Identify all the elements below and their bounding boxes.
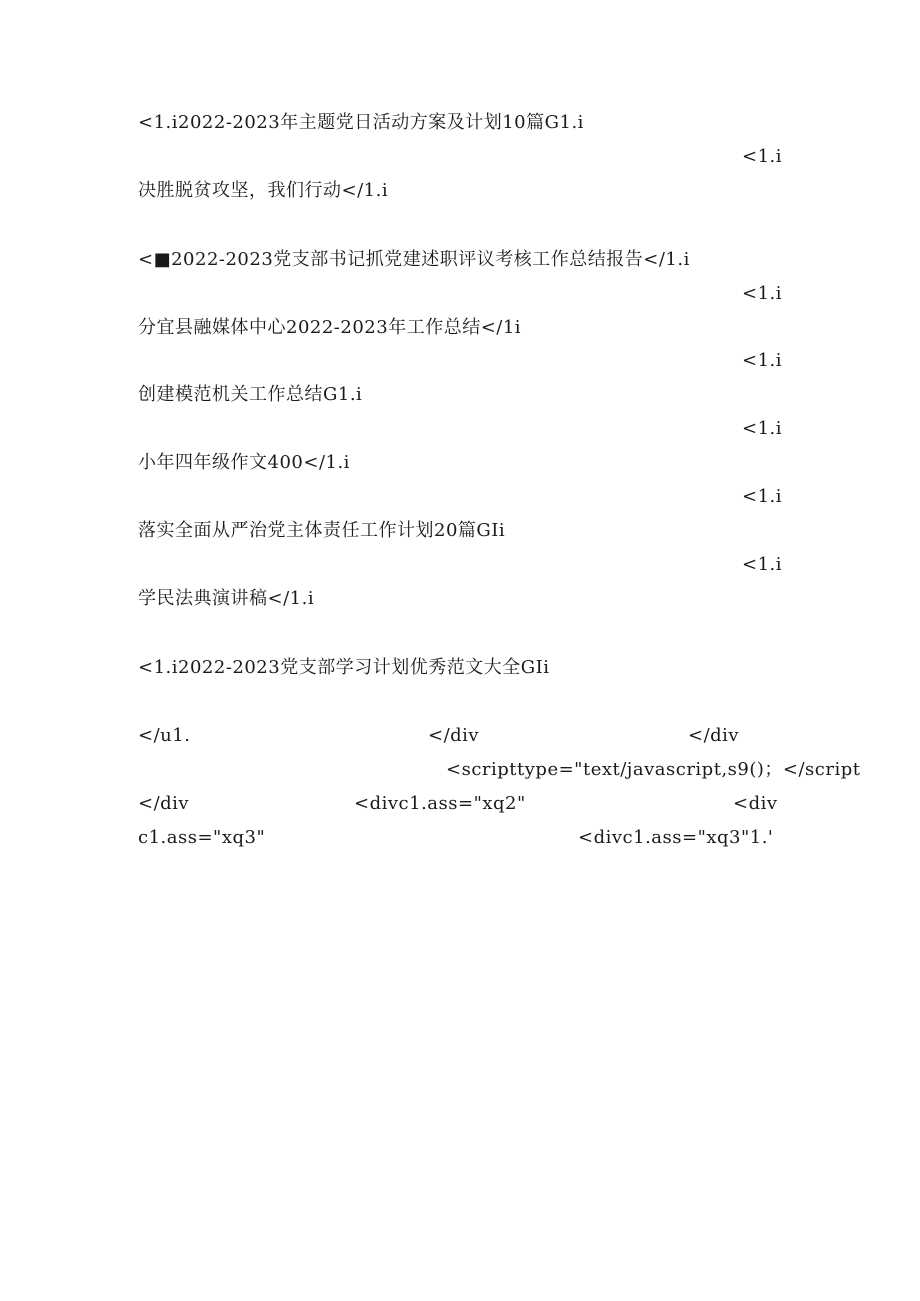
- text-line-6: 小年四年级作文400</1.i: [138, 452, 350, 473]
- code-fragment-script: <scripttype="text/javascript,s9()；</script: [446, 759, 861, 780]
- code-fragment-ul-close: </u1.: [138, 725, 191, 746]
- text-line-right-1: <1.i: [742, 146, 783, 167]
- text-line-4: 分宜县融媒体中心2022-2023年工作总结</1i: [138, 317, 522, 338]
- text-line-8: 学民法典演讲稿</1.i: [138, 588, 315, 609]
- text-line-right-4: <1.i: [742, 418, 783, 439]
- text-line-right-5: <1.i: [742, 486, 783, 507]
- text-line-right-2: <1.i: [742, 283, 783, 304]
- text-line-right-6: <1.i: [742, 554, 783, 575]
- code-fragment-class-xq3: c1.ass="xq3": [138, 827, 266, 848]
- text-line-right-3: <1.i: [742, 350, 783, 371]
- code-fragment-div-close-1: </div: [428, 725, 480, 746]
- code-fragment-div-close-3: </div: [138, 793, 190, 814]
- code-fragment-div-xq2: <divc1.ass="xq2": [354, 793, 526, 814]
- text-line-9: <1.i2022-2023党支部学习计划优秀范文大全GIi: [138, 657, 550, 678]
- code-fragment-div-open: <div: [733, 793, 778, 814]
- text-line-7: 落实全面从严治党主体责任工作计划20篇GIi: [138, 520, 506, 541]
- code-fragment-div-xq3: <divc1.ass="xq3"1.': [578, 827, 774, 848]
- text-line-5: 创建模范机关工作总结G1.i: [138, 384, 363, 405]
- text-line-1: <1.i2022-2023年主题党日活动方案及计划10篇G1.i: [138, 112, 584, 133]
- code-fragment-div-close-2: </div: [688, 725, 740, 746]
- text-line-2: 决胜脱贫攻坚，我们行动</1.i: [138, 180, 389, 201]
- text-line-3: <■2022-2023党支部书记抓党建述职评议考核工作总结报告</1.i: [138, 249, 690, 270]
